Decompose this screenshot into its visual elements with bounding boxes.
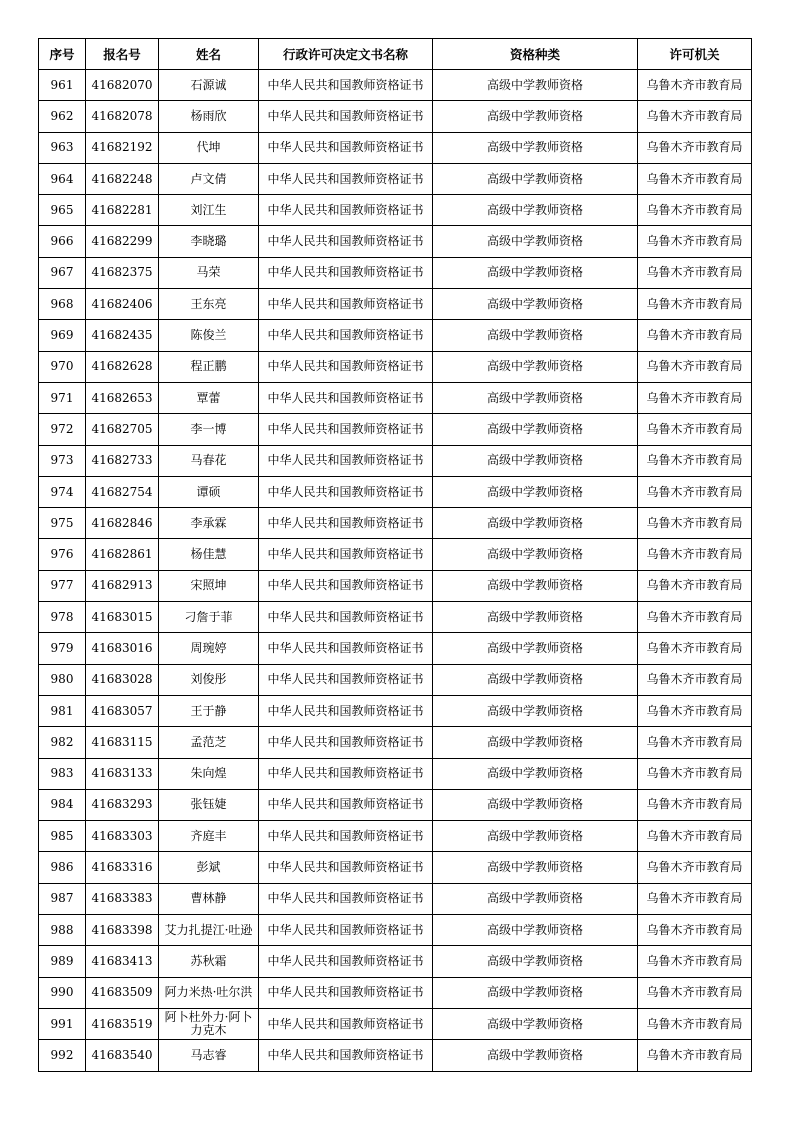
cell-name: 马志睿 (159, 1040, 259, 1071)
cell-reg-no: 41683383 (86, 883, 159, 914)
cell-qual-type: 高级中学教师资格 (433, 633, 638, 664)
cell-qual-type: 高级中学教师资格 (433, 821, 638, 852)
cell-authority: 乌鲁木齐市教育局 (638, 821, 752, 852)
cell-authority: 乌鲁木齐市教育局 (638, 382, 752, 413)
cell-doc-name: 中华人民共和国教师资格证书 (259, 195, 433, 226)
cell-qual-type: 高级中学教师资格 (433, 508, 638, 539)
cell-reg-no: 41682078 (86, 101, 159, 132)
cell-qual-type: 高级中学教师资格 (433, 602, 638, 633)
cell-authority: 乌鲁木齐市教育局 (638, 289, 752, 320)
cell-reg-no: 41682406 (86, 289, 159, 320)
cell-seq: 968 (39, 289, 86, 320)
cell-seq: 971 (39, 382, 86, 413)
cell-authority: 乌鲁木齐市教育局 (638, 70, 752, 101)
cell-qual-type: 高级中学教师资格 (433, 758, 638, 789)
cell-doc-name: 中华人民共和国教师资格证书 (259, 508, 433, 539)
cell-seq: 988 (39, 915, 86, 946)
cell-authority: 乌鲁木齐市教育局 (638, 351, 752, 382)
cell-reg-no: 41682299 (86, 226, 159, 257)
cell-name: 代坤 (159, 132, 259, 163)
cell-seq: 962 (39, 101, 86, 132)
cell-reg-no: 41682733 (86, 445, 159, 476)
cell-authority: 乌鲁木齐市教育局 (638, 664, 752, 695)
cell-reg-no: 41682705 (86, 414, 159, 445)
cell-qual-type: 高级中学教师资格 (433, 1040, 638, 1071)
cell-qual-type: 高级中学教师资格 (433, 977, 638, 1008)
table-row (39, 695, 752, 726)
cell-name: 曹林静 (159, 883, 259, 914)
cell-reg-no: 41683133 (86, 758, 159, 789)
cell-reg-no: 41683016 (86, 633, 159, 664)
cell-seq: 986 (39, 852, 86, 883)
cell-reg-no: 41683115 (86, 727, 159, 758)
cell-qual-type: 高级中学教师资格 (433, 414, 638, 445)
cell-reg-no: 41683028 (86, 664, 159, 695)
cell-reg-no: 41682070 (86, 70, 159, 101)
cell-name: 张钰婕 (159, 789, 259, 820)
table-row (39, 602, 752, 633)
cell-seq: 974 (39, 476, 86, 507)
table-row (39, 946, 752, 977)
cell-name: 卢文倩 (159, 163, 259, 194)
table-row (39, 1008, 752, 1039)
cell-authority: 乌鲁木齐市教育局 (638, 414, 752, 445)
cell-doc-name: 中华人民共和国教师资格证书 (259, 445, 433, 476)
cell-authority: 乌鲁木齐市教育局 (638, 602, 752, 633)
cell-authority: 乌鲁木齐市教育局 (638, 946, 752, 977)
header-qual-type: 资格种类 (433, 39, 638, 70)
cell-reg-no: 41682754 (86, 476, 159, 507)
cell-seq: 983 (39, 758, 86, 789)
cell-doc-name: 中华人民共和国教师资格证书 (259, 351, 433, 382)
cell-name: 程正鹏 (159, 351, 259, 382)
header-authority: 许可机关 (638, 39, 752, 70)
table-body (39, 70, 752, 1072)
cell-qual-type: 高级中学教师资格 (433, 163, 638, 194)
cell-seq: 984 (39, 789, 86, 820)
cell-authority: 乌鲁木齐市教育局 (638, 257, 752, 288)
table-row (39, 664, 752, 695)
cell-doc-name: 中华人民共和国教师资格证书 (259, 382, 433, 413)
cell-authority: 乌鲁木齐市教育局 (638, 101, 752, 132)
table-row (39, 789, 752, 820)
table-row (39, 351, 752, 382)
table-row (39, 821, 752, 852)
cell-qual-type: 高级中学教师资格 (433, 570, 638, 601)
cell-seq: 989 (39, 946, 86, 977)
cell-qual-type: 高级中学教师资格 (433, 289, 638, 320)
cell-seq: 982 (39, 727, 86, 758)
table-row (39, 1040, 752, 1071)
license-table (38, 38, 752, 1072)
cell-reg-no: 41682628 (86, 351, 159, 382)
cell-reg-no: 41683303 (86, 821, 159, 852)
cell-name: 刘江生 (159, 195, 259, 226)
cell-seq: 985 (39, 821, 86, 852)
cell-doc-name: 中华人民共和国教师资格证书 (259, 883, 433, 914)
cell-doc-name: 中华人民共和国教师资格证书 (259, 132, 433, 163)
cell-name: 宋照坤 (159, 570, 259, 601)
cell-doc-name: 中华人民共和国教师资格证书 (259, 977, 433, 1008)
cell-authority: 乌鲁木齐市教育局 (638, 758, 752, 789)
table-row (39, 508, 752, 539)
cell-qual-type: 高级中学教师资格 (433, 351, 638, 382)
cell-name: 李一博 (159, 414, 259, 445)
cell-doc-name: 中华人民共和国教师资格证书 (259, 1040, 433, 1071)
cell-seq: 972 (39, 414, 86, 445)
cell-reg-no: 41683057 (86, 695, 159, 726)
cell-doc-name: 中华人民共和国教师资格证书 (259, 257, 433, 288)
cell-authority: 乌鲁木齐市教育局 (638, 570, 752, 601)
cell-reg-no: 41683509 (86, 977, 159, 1008)
cell-doc-name: 中华人民共和国教师资格证书 (259, 758, 433, 789)
cell-authority: 乌鲁木齐市教育局 (638, 226, 752, 257)
cell-reg-no: 41682913 (86, 570, 159, 601)
cell-seq: 964 (39, 163, 86, 194)
cell-name: 周琬婷 (159, 633, 259, 664)
cell-name: 阿力米热·吐尔洪 (159, 977, 259, 1008)
cell-qual-type: 高级中学教师资格 (433, 226, 638, 257)
cell-qual-type: 高级中学教师资格 (433, 946, 638, 977)
cell-seq: 990 (39, 977, 86, 1008)
cell-reg-no: 41683316 (86, 852, 159, 883)
table-row (39, 132, 752, 163)
table-row (39, 382, 752, 413)
cell-qual-type: 高级中学教师资格 (433, 789, 638, 820)
cell-qual-type: 高级中学教师资格 (433, 539, 638, 570)
table-row (39, 70, 752, 101)
cell-doc-name: 中华人民共和国教师资格证书 (259, 852, 433, 883)
cell-reg-no: 41682861 (86, 539, 159, 570)
document-page (38, 38, 751, 1072)
cell-authority: 乌鲁木齐市教育局 (638, 445, 752, 476)
cell-qual-type: 高级中学教师资格 (433, 852, 638, 883)
cell-authority: 乌鲁木齐市教育局 (638, 852, 752, 883)
cell-qual-type: 高级中学教师资格 (433, 382, 638, 413)
cell-qual-type: 高级中学教师资格 (433, 320, 638, 351)
cell-authority: 乌鲁木齐市教育局 (638, 132, 752, 163)
cell-authority: 乌鲁木齐市教育局 (638, 1040, 752, 1071)
cell-doc-name: 中华人民共和国教师资格证书 (259, 664, 433, 695)
cell-name: 王东亮 (159, 289, 259, 320)
cell-reg-no: 41683293 (86, 789, 159, 820)
cell-authority: 乌鲁木齐市教育局 (638, 789, 752, 820)
cell-reg-no: 41682375 (86, 257, 159, 288)
cell-authority: 乌鲁木齐市教育局 (638, 476, 752, 507)
table-header-row (39, 39, 752, 70)
cell-reg-no: 41683540 (86, 1040, 159, 1071)
table-row (39, 226, 752, 257)
cell-seq: 992 (39, 1040, 86, 1071)
cell-seq: 973 (39, 445, 86, 476)
cell-authority: 乌鲁木齐市教育局 (638, 915, 752, 946)
cell-authority: 乌鲁木齐市教育局 (638, 727, 752, 758)
cell-seq: 991 (39, 1008, 86, 1039)
table-row (39, 758, 752, 789)
table-row (39, 727, 752, 758)
cell-doc-name: 中华人民共和国教师资格证书 (259, 1008, 433, 1039)
table-row (39, 289, 752, 320)
cell-seq: 969 (39, 320, 86, 351)
cell-seq: 981 (39, 695, 86, 726)
cell-reg-no: 41682435 (86, 320, 159, 351)
cell-seq: 967 (39, 257, 86, 288)
cell-doc-name: 中华人民共和国教师资格证书 (259, 695, 433, 726)
cell-name: 齐庭丰 (159, 821, 259, 852)
cell-seq: 979 (39, 633, 86, 664)
cell-reg-no: 41682192 (86, 132, 159, 163)
cell-seq: 970 (39, 351, 86, 382)
cell-authority: 乌鲁木齐市教育局 (638, 163, 752, 194)
table-row (39, 977, 752, 1008)
cell-qual-type: 高级中学教师资格 (433, 445, 638, 476)
cell-name: 陈俊兰 (159, 320, 259, 351)
cell-reg-no: 41682281 (86, 195, 159, 226)
cell-doc-name: 中华人民共和国教师资格证书 (259, 602, 433, 633)
cell-reg-no: 41683015 (86, 602, 159, 633)
cell-doc-name: 中华人民共和国教师资格证书 (259, 476, 433, 507)
table-row (39, 320, 752, 351)
cell-name: 苏秋霜 (159, 946, 259, 977)
cell-seq: 987 (39, 883, 86, 914)
cell-authority: 乌鲁木齐市教育局 (638, 695, 752, 726)
cell-name: 杨佳慧 (159, 539, 259, 570)
cell-doc-name: 中华人民共和国教师资格证书 (259, 289, 433, 320)
cell-name: 李晓璐 (159, 226, 259, 257)
cell-seq: 975 (39, 508, 86, 539)
cell-name: 马春花 (159, 445, 259, 476)
cell-doc-name: 中华人民共和国教师资格证书 (259, 163, 433, 194)
cell-doc-name: 中华人民共和国教师资格证书 (259, 226, 433, 257)
cell-name: 李承霖 (159, 508, 259, 539)
cell-reg-no: 41683519 (86, 1008, 159, 1039)
cell-doc-name: 中华人民共和国教师资格证书 (259, 915, 433, 946)
cell-name: 覃蕾 (159, 382, 259, 413)
cell-name: 王于静 (159, 695, 259, 726)
table-row (39, 195, 752, 226)
cell-name: 阿卜杜外力·阿卜力克木 (159, 1008, 259, 1039)
cell-authority: 乌鲁木齐市教育局 (638, 883, 752, 914)
header-doc-name: 行政许可决定文书名称 (259, 39, 433, 70)
cell-doc-name: 中华人民共和国教师资格证书 (259, 633, 433, 664)
cell-name: 孟范芝 (159, 727, 259, 758)
cell-authority: 乌鲁木齐市教育局 (638, 977, 752, 1008)
cell-qual-type: 高级中学教师资格 (433, 476, 638, 507)
cell-qual-type: 高级中学教师资格 (433, 883, 638, 914)
cell-doc-name: 中华人民共和国教师资格证书 (259, 414, 433, 445)
header-reg-no: 报名号 (86, 39, 159, 70)
table-row (39, 852, 752, 883)
cell-reg-no: 41683398 (86, 915, 159, 946)
cell-name: 刁詹于菲 (159, 602, 259, 633)
table-row (39, 163, 752, 194)
cell-seq: 965 (39, 195, 86, 226)
cell-doc-name: 中华人民共和国教师资格证书 (259, 789, 433, 820)
cell-name: 石源诚 (159, 70, 259, 101)
header-seq: 序号 (39, 39, 86, 70)
table-row (39, 570, 752, 601)
cell-seq: 978 (39, 602, 86, 633)
cell-qual-type: 高级中学教师资格 (433, 257, 638, 288)
table-row (39, 915, 752, 946)
cell-doc-name: 中华人民共和国教师资格证书 (259, 570, 433, 601)
cell-doc-name: 中华人民共和国教师资格证书 (259, 727, 433, 758)
table-row (39, 633, 752, 664)
table-row (39, 414, 752, 445)
cell-authority: 乌鲁木齐市教育局 (638, 195, 752, 226)
cell-authority: 乌鲁木齐市教育局 (638, 320, 752, 351)
cell-seq: 977 (39, 570, 86, 601)
cell-qual-type: 高级中学教师资格 (433, 695, 638, 726)
cell-authority: 乌鲁木齐市教育局 (638, 633, 752, 664)
cell-doc-name: 中华人民共和国教师资格证书 (259, 946, 433, 977)
cell-doc-name: 中华人民共和国教师资格证书 (259, 821, 433, 852)
cell-qual-type: 高级中学教师资格 (433, 1008, 638, 1039)
cell-doc-name: 中华人民共和国教师资格证书 (259, 320, 433, 351)
cell-name: 马荣 (159, 257, 259, 288)
table-row (39, 257, 752, 288)
cell-seq: 963 (39, 132, 86, 163)
cell-reg-no: 41682653 (86, 382, 159, 413)
cell-seq: 966 (39, 226, 86, 257)
cell-seq: 976 (39, 539, 86, 570)
cell-doc-name: 中华人民共和国教师资格证书 (259, 101, 433, 132)
table-row (39, 101, 752, 132)
header-name: 姓名 (159, 39, 259, 70)
cell-doc-name: 中华人民共和国教师资格证书 (259, 539, 433, 570)
cell-name: 朱向煌 (159, 758, 259, 789)
cell-reg-no: 41682248 (86, 163, 159, 194)
cell-reg-no: 41683413 (86, 946, 159, 977)
cell-qual-type: 高级中学教师资格 (433, 727, 638, 758)
cell-qual-type: 高级中学教师资格 (433, 132, 638, 163)
cell-name: 谭硕 (159, 476, 259, 507)
cell-authority: 乌鲁木齐市教育局 (638, 539, 752, 570)
cell-seq: 961 (39, 70, 86, 101)
cell-authority: 乌鲁木齐市教育局 (638, 508, 752, 539)
cell-name: 彭斌 (159, 852, 259, 883)
cell-qual-type: 高级中学教师资格 (433, 195, 638, 226)
table-row (39, 539, 752, 570)
cell-seq: 980 (39, 664, 86, 695)
cell-qual-type: 高级中学教师资格 (433, 664, 638, 695)
cell-name: 刘俊彤 (159, 664, 259, 695)
cell-doc-name: 中华人民共和国教师资格证书 (259, 70, 433, 101)
cell-qual-type: 高级中学教师资格 (433, 101, 638, 132)
table-row (39, 883, 752, 914)
cell-name: 杨雨欣 (159, 101, 259, 132)
cell-qual-type: 高级中学教师资格 (433, 915, 638, 946)
table-row (39, 476, 752, 507)
cell-qual-type: 高级中学教师资格 (433, 70, 638, 101)
cell-authority: 乌鲁木齐市教育局 (638, 1008, 752, 1039)
table-row (39, 445, 752, 476)
cell-reg-no: 41682846 (86, 508, 159, 539)
cell-name: 艾力扎提江·吐逊 (159, 915, 259, 946)
